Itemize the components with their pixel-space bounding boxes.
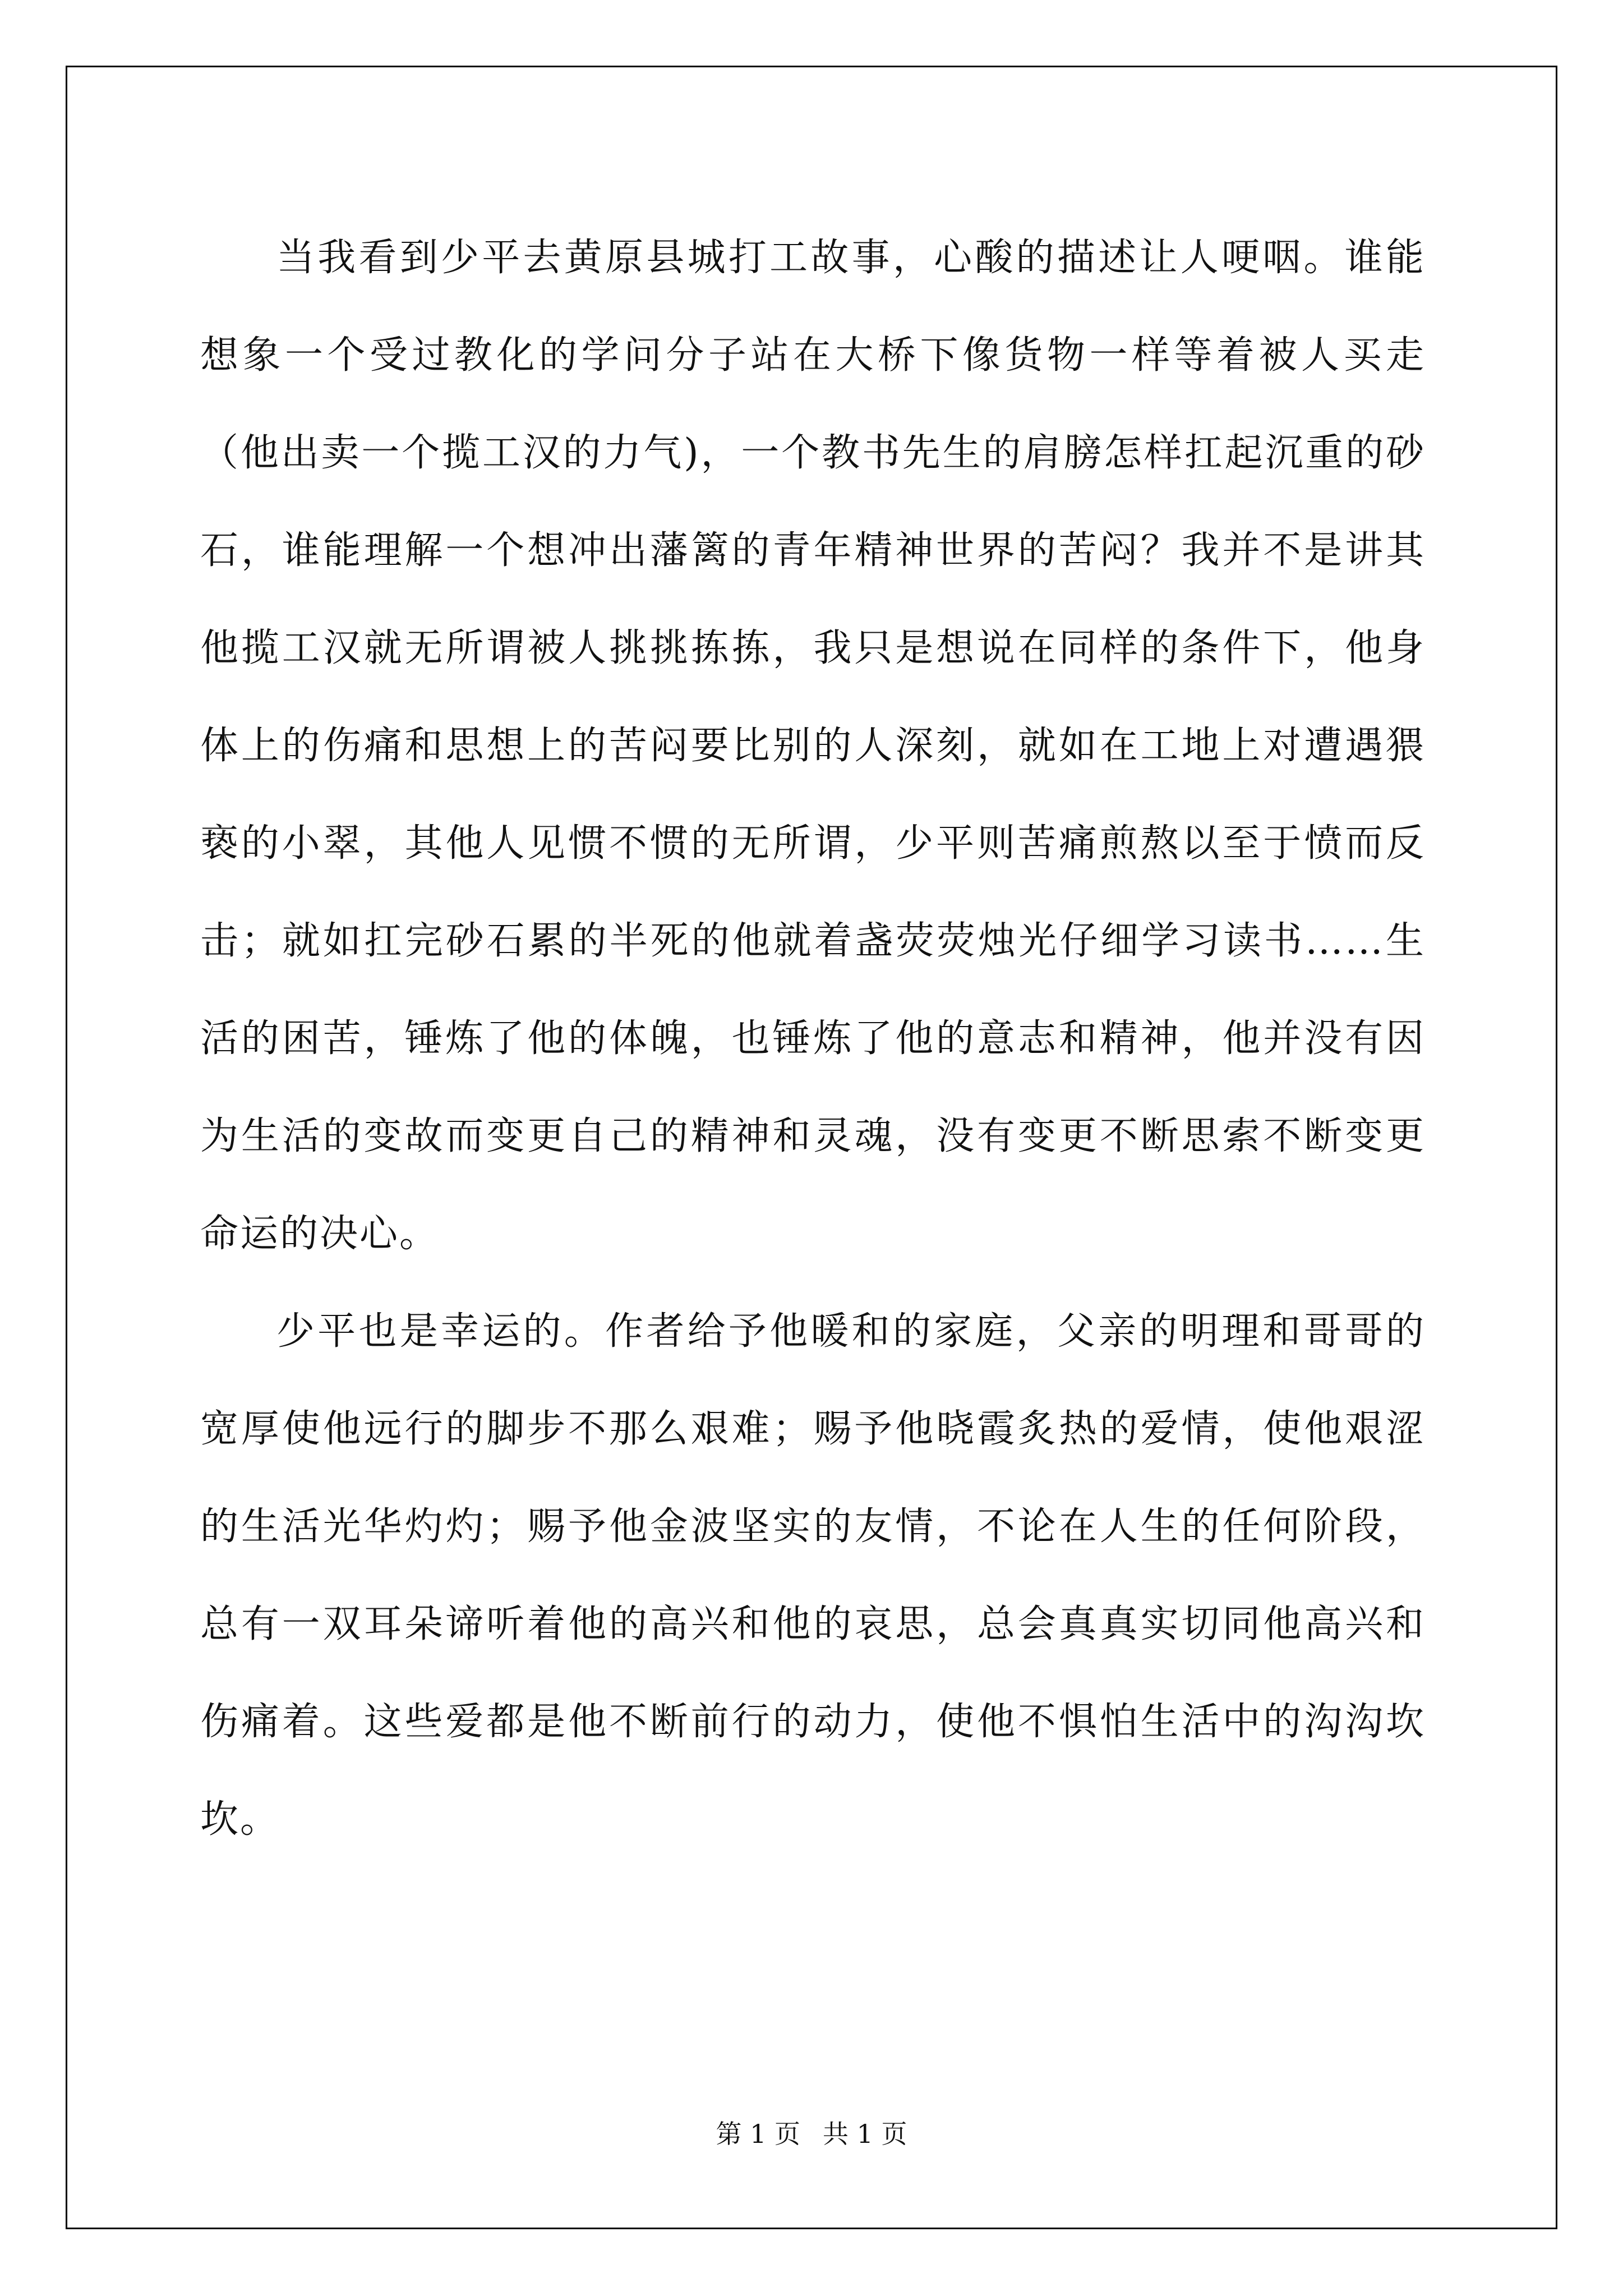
paragraph-2: 少平也是幸运的。作者给予他暖和的家庭，父亲的明理和哥哥的宽厚使他远行的脚步不那么艰难；赐予他晓霞炙热的爱情，使他艰涩的生活光华灼灼；赐予他金波坚实的友情，不论在人生的任何阶段，总有一双耳朵谛听着他的高兴和他的哀思，总会真真实切同他高兴和伤痛着。这些爱都是他不断前行的动力，使他不惧怕生活中的沟沟坎坎。 bbox=[200, 1309, 1426, 1842]
paragraph-1: 当我看到少平去黄原县城打工故事，心酸的描述让人哽咽。谁能想象一个受过教化的学问分子站在大桥下像货物一样等着被人买走（他出卖一个揽工汉的力气)，一个教书先生的肩膀怎样扛起沉重的砂石，谁能理解一个想冲出藩篱的青年精神世界的苦闷？我并不是讲其他揽工汉就无所谓被人挑挑拣拣，我只是想说在同样的条件下，他身体上的伤痛和思想上的苦闷要比别的人深刻，就如在工地上对遭遇猥亵的小翠，其他人见惯不惯的无所谓，少平则苦痛煎熬以至于愤而反击；就如扛完砂石累的半死的他就着盏荧荧烛光仔细学习读书……生活的困苦，锤炼了他的体魄，也锤炼了他的意志和精神，他并没有因为生活的变故而变更自己的精神和灵魂，没有变更不断思索不断变更命运的决心。 bbox=[200, 236, 1426, 1256]
page-footer bbox=[0, 2114, 1623, 2151]
page-number: 第 1 页 bbox=[716, 2119, 800, 2149]
document-body bbox=[200, 209, 1426, 1869]
page-total: 共 1 页 bbox=[823, 2119, 907, 2149]
